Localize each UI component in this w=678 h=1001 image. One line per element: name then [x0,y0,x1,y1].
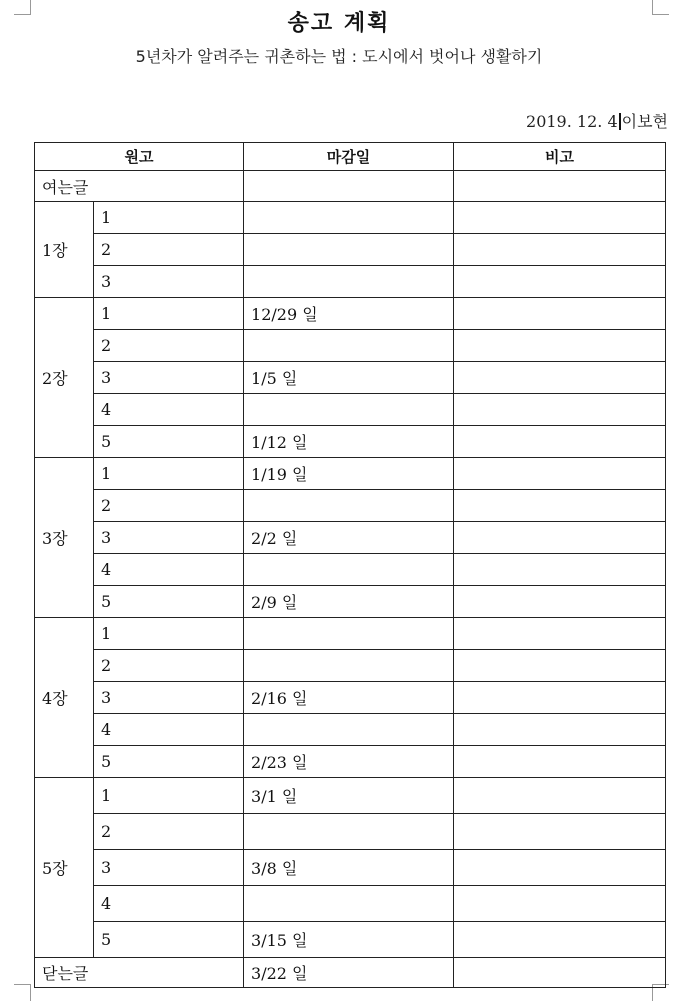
text-cursor [619,113,621,130]
table-row [35,171,666,202]
deadline-cell: 2/23 일 [244,746,454,778]
note-cell [454,490,666,522]
deadline-cell: 3/15 일 [244,922,454,958]
note-cell [454,714,666,746]
table-row [35,714,666,746]
note-cell [454,426,666,458]
note-cell [454,814,666,850]
deadline-cell [244,266,454,298]
table-row [35,886,666,922]
table-row [35,778,666,814]
table-row [35,958,666,988]
section-number: 2 [94,814,244,850]
note-cell [454,958,666,988]
page-corner-mark [14,984,31,1001]
section-number: 1 [94,202,244,234]
deadline-cell [244,618,454,650]
deadline-cell: 3/8 일 [244,850,454,886]
document-author: 이보현 [621,112,668,131]
deadline-cell: 1/5 일 [244,362,454,394]
note-cell [454,330,666,362]
section-number: 5 [94,586,244,618]
note-cell [454,682,666,714]
note-cell [454,554,666,586]
table-row [35,362,666,394]
deadline-cell: 12/29 일 [244,298,454,330]
closing-label: 닫는글 [35,958,244,988]
note-cell [454,394,666,426]
deadline-cell [244,814,454,850]
note-cell [454,778,666,814]
deadline-cell: 2/16 일 [244,682,454,714]
table-row [35,234,666,266]
note-cell [454,202,666,234]
table-row [35,426,666,458]
table-header-row [35,143,666,171]
deadline-cell: 2/9 일 [244,586,454,618]
chapter-label: 4장 [35,618,94,778]
note-cell [454,850,666,886]
schedule-table [34,142,666,988]
section-number: 2 [94,650,244,682]
deadline-cell: 1/19 일 [244,458,454,490]
note-cell [454,618,666,650]
deadline-cell [244,554,454,586]
chapter-label: 5장 [35,778,94,958]
table-row [35,618,666,650]
section-number: 2 [94,490,244,522]
deadline-cell: 3/22 일 [244,958,454,988]
section-number: 2 [94,234,244,266]
table-row [35,922,666,958]
note-cell [454,362,666,394]
note-cell [454,522,666,554]
table-row [35,586,666,618]
header-note: 비고 [454,143,666,171]
table-row [35,746,666,778]
section-number: 5 [94,426,244,458]
section-number: 3 [94,362,244,394]
section-number: 5 [94,922,244,958]
section-number: 2 [94,330,244,362]
chapter-label: 3장 [35,458,94,618]
table-row [35,298,666,330]
deadline-cell: 3/1 일 [244,778,454,814]
opening-label: 여는글 [35,171,244,202]
deadline-cell [244,171,454,202]
deadline-cell [244,330,454,362]
deadline-cell [244,650,454,682]
section-number: 4 [94,394,244,426]
section-number: 4 [94,886,244,922]
header-manuscript: 원고 [35,143,244,171]
document-subtitle: 5년차가 알려주는 귀촌하는 법 : 도시에서 벗어나 생활하기 [135,47,543,66]
document-date: 2019. 12. 4 [526,112,618,131]
chapter-label: 1장 [35,202,94,298]
note-cell [454,922,666,958]
note-cell [454,266,666,298]
section-number: 4 [94,554,244,586]
note-cell [454,746,666,778]
deadline-cell [244,234,454,266]
deadline-cell [244,714,454,746]
deadline-cell [244,202,454,234]
table-row [35,814,666,850]
table-row [35,522,666,554]
document-title: 송고 계획 [287,11,391,36]
deadline-cell [244,394,454,426]
table-row [35,394,666,426]
table-row [35,554,666,586]
note-cell [454,234,666,266]
date-author-line [526,109,668,132]
section-number: 1 [94,298,244,330]
table-row [35,682,666,714]
section-number: 3 [94,850,244,886]
note-cell [454,171,666,202]
section-number: 1 [94,618,244,650]
table-row [35,330,666,362]
header-deadline: 마감일 [244,143,454,171]
section-number: 3 [94,682,244,714]
section-number: 4 [94,714,244,746]
deadline-cell: 2/2 일 [244,522,454,554]
table-row [35,850,666,886]
note-cell [454,586,666,618]
note-cell [454,886,666,922]
section-number: 5 [94,746,244,778]
section-number: 1 [94,458,244,490]
schedule-table-body [35,171,666,988]
note-cell [454,298,666,330]
deadline-cell [244,490,454,522]
chapter-label: 2장 [35,298,94,458]
section-number: 3 [94,266,244,298]
deadline-cell [244,886,454,922]
note-cell [454,650,666,682]
section-number: 3 [94,522,244,554]
table-row [35,458,666,490]
table-row [35,202,666,234]
section-number: 1 [94,778,244,814]
table-row [35,650,666,682]
table-row [35,490,666,522]
note-cell [454,458,666,490]
table-row [35,266,666,298]
deadline-cell: 1/12 일 [244,426,454,458]
